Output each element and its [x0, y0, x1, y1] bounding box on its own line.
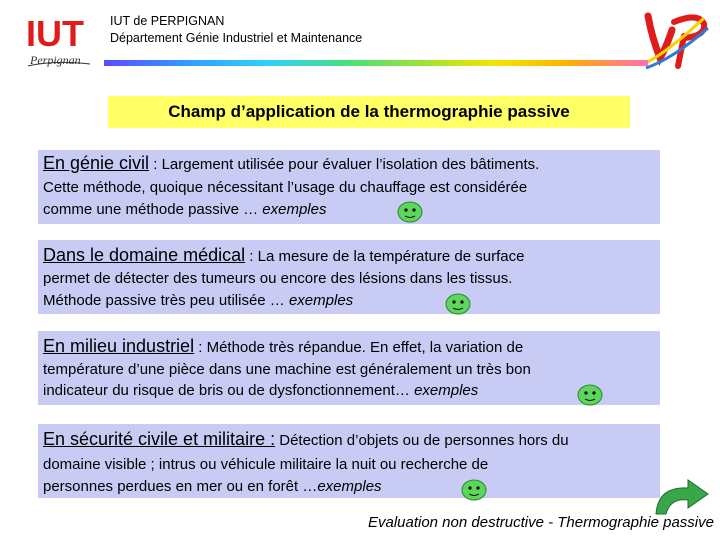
iut-logo — [24, 12, 96, 70]
institution-name: IUT de PERPIGNAN — [110, 14, 225, 28]
section-industriel — [38, 331, 660, 405]
svg-text:IUT: IUT — [26, 13, 84, 54]
section-text-line: permet de détecter des tumeurs ou encore des lésions dans les tissus. — [43, 270, 513, 287]
section-text-line: indicateur du risque de bris ou de dysfonctionnement… — [43, 382, 415, 399]
exemples-link[interactable]: exemples — [414, 382, 479, 399]
section-lead: : La mesure de la température de surface — [245, 248, 525, 265]
section-text-line: comme une méthode passive … — [43, 201, 263, 218]
section-heading: En génie civil — [43, 153, 150, 173]
next-arrow-icon[interactable] — [652, 478, 712, 518]
exemples-link[interactable]: exemples — [288, 292, 354, 309]
section-lead: : Méthode très répandue. En effet, la variation de — [194, 339, 524, 356]
header-rainbow-divider — [104, 60, 648, 66]
section-text-line: personnes perdues en mer ou en forêt … — [43, 478, 318, 495]
section-text-line: Méthode passive très peu utilisée … — [43, 292, 289, 309]
section-lead: : Largement utilisée pour évaluer l’isolation des bâtiments. — [149, 156, 540, 173]
smiley-icon[interactable] — [396, 200, 424, 224]
department-name: Département Génie Industriel et Maintenance — [110, 31, 363, 45]
svg-text:Perpignan: Perpignan — [30, 53, 81, 67]
slide-title: Champ d’application de la thermographie passive — [108, 96, 630, 128]
section-heading: Dans le domaine médical — [43, 245, 246, 265]
svg-text:UP: UP — [678, 70, 680, 71]
smiley-icon[interactable] — [460, 478, 488, 502]
section-text-line: domaine visible ; intrus ou véhicule militaire la nuit ou recherche de — [43, 456, 489, 473]
section-medical — [38, 240, 660, 314]
section-heading: En sécurité civile et militaire : — [43, 429, 276, 449]
smiley-icon[interactable] — [444, 292, 472, 316]
up-logo — [638, 8, 712, 72]
slide-footer: Evaluation non destructive - Thermographie passive — [367, 514, 714, 531]
exemples-link[interactable]: exemples — [262, 201, 327, 218]
section-text-line: température d’une pièce dans une machine est généralement un très bon — [43, 361, 531, 378]
section-text-line: Cette méthode, quoique nécessitant l’usage du chauffage est considérée — [43, 179, 528, 196]
section-genie-civil — [38, 150, 660, 224]
section-heading: En milieu industriel — [43, 336, 195, 356]
smiley-icon[interactable] — [576, 383, 604, 407]
exemples-link[interactable]: exemples — [317, 478, 382, 495]
section-lead: Détection d’objets ou de personnes hors du — [275, 432, 569, 449]
section-securite — [38, 424, 660, 498]
